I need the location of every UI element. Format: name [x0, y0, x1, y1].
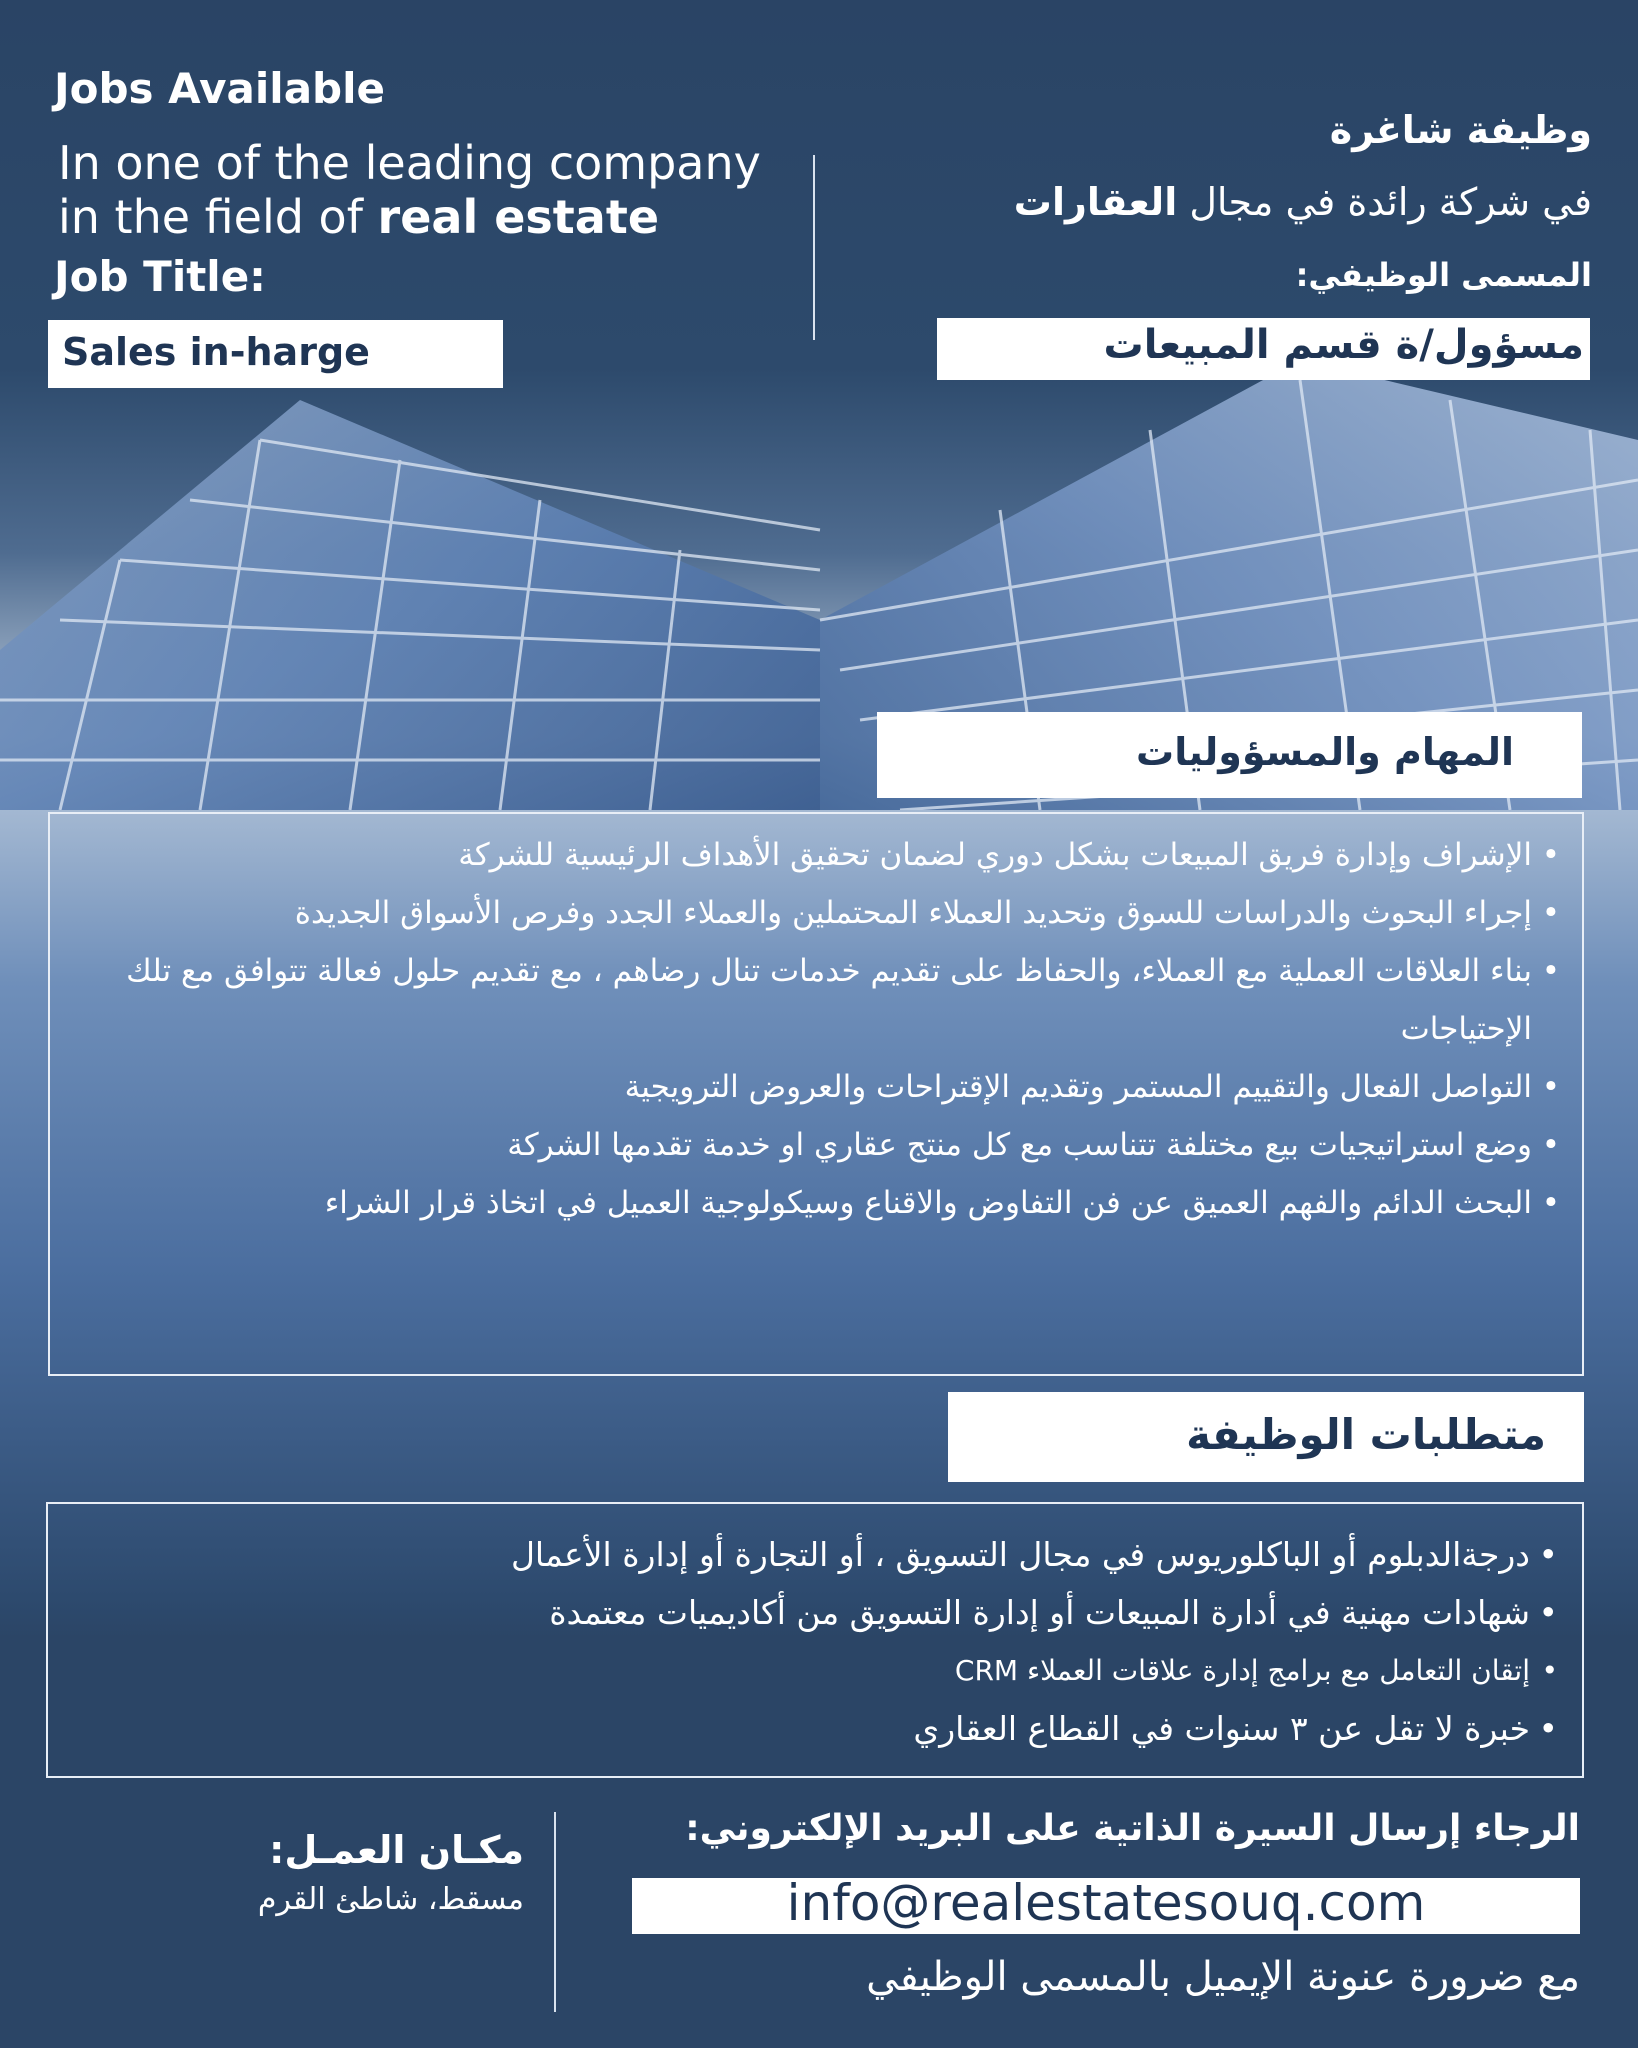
- job-title-label: Job Title:: [54, 252, 266, 301]
- work-location-label: مكـان العمـل:: [269, 1828, 524, 1872]
- job-title-label-ar: المسمى الوظيفي:: [1295, 256, 1592, 294]
- company-prefix-ar: في شركة رائدة في مجال: [1177, 180, 1592, 224]
- requirements-list: [78, 1526, 1558, 1758]
- jobs-available-heading: Jobs Available: [54, 64, 385, 113]
- responsibilities-list: [80, 826, 1560, 1232]
- responsibility-item: • الإشراف وإدارة فريق المبيعات بشكل دوري لضمان تحقيق الأهداف الرئيسية للشركة: [80, 826, 1560, 884]
- requirement-item: • شهادات مهنية في أدارة المبيعات أو إدارة التسويق من أكاديميات معتمدة: [78, 1584, 1558, 1642]
- company-line-1: In one of the leading company: [58, 136, 761, 190]
- company-line-2: [58, 190, 659, 244]
- responsibility-item: • بناء العلاقات العملية مع العملاء، والحفاظ على تقديم خدمات تنال رضاهم ، مع تقديم حلول فعالة تتوافق مع تلك الإحتياجات: [80, 942, 1560, 1058]
- responsibilities-heading: المهام والمسؤوليات: [1136, 730, 1514, 774]
- email-subject-note: مع ضرورة عنونة الإيميل بالمسمى الوظيفي: [866, 1954, 1580, 2000]
- email-address[interactable]: info@realestatesouq.com: [786, 1874, 1426, 1932]
- responsibility-item: • إجراء البحوث والدراسات للسوق وتحديد العملاء المحتملين والعملاء الجدد وفرص الأسواق الجديدة: [80, 884, 1560, 942]
- responsibility-item: • البحث الدائم والفهم العميق عن فن التفاوض والاقناع وسيكولوجية العميل في اتخاذ قرار الشراء: [80, 1174, 1560, 1232]
- company-line-2-bold: real estate: [377, 190, 660, 244]
- responsibility-item: • التواصل الفعال والتقييم المستمر وتقديم الإقتراحات والعروض الترويجية: [80, 1058, 1560, 1116]
- job-title-value: Sales in-harge: [62, 330, 370, 374]
- company-line-ar: [1014, 180, 1592, 224]
- footer-divider: [554, 1812, 556, 2012]
- requirement-item: • خبرة لا تقل عن ٣ سنوات في القطاع العقاري: [78, 1700, 1558, 1758]
- vacancy-heading-ar: وظيفة شاغرة: [1329, 108, 1592, 152]
- cv-instruction: الرجاء إرسال السيرة الذاتية على البريد الإلكتروني:: [685, 1808, 1580, 1849]
- job-title-value-ar: مسؤول/ة قسم المبيعات: [1103, 322, 1584, 368]
- company-line-2-prefix: in the field of: [58, 190, 378, 244]
- requirements-heading: متطلبات الوظيفة: [1186, 1410, 1546, 1459]
- work-location-value: مسقط، شاطئ القرم: [257, 1882, 524, 1917]
- requirement-item: • إتقان التعامل مع برامج إدارة علاقات العملاء CRM: [78, 1642, 1558, 1700]
- requirement-item: • درجةالدبلوم أو الباكلوريوس في مجال التسويق ، أو التجارة أو إدارة الأعمال: [78, 1526, 1558, 1584]
- header-divider: [813, 155, 815, 340]
- company-bold-ar: العقارات: [1013, 180, 1178, 224]
- responsibility-item: • وضع استراتيجيات بيع مختلفة تتناسب مع كل منتج عقاري او خدمة تقدمها الشركة: [80, 1116, 1560, 1174]
